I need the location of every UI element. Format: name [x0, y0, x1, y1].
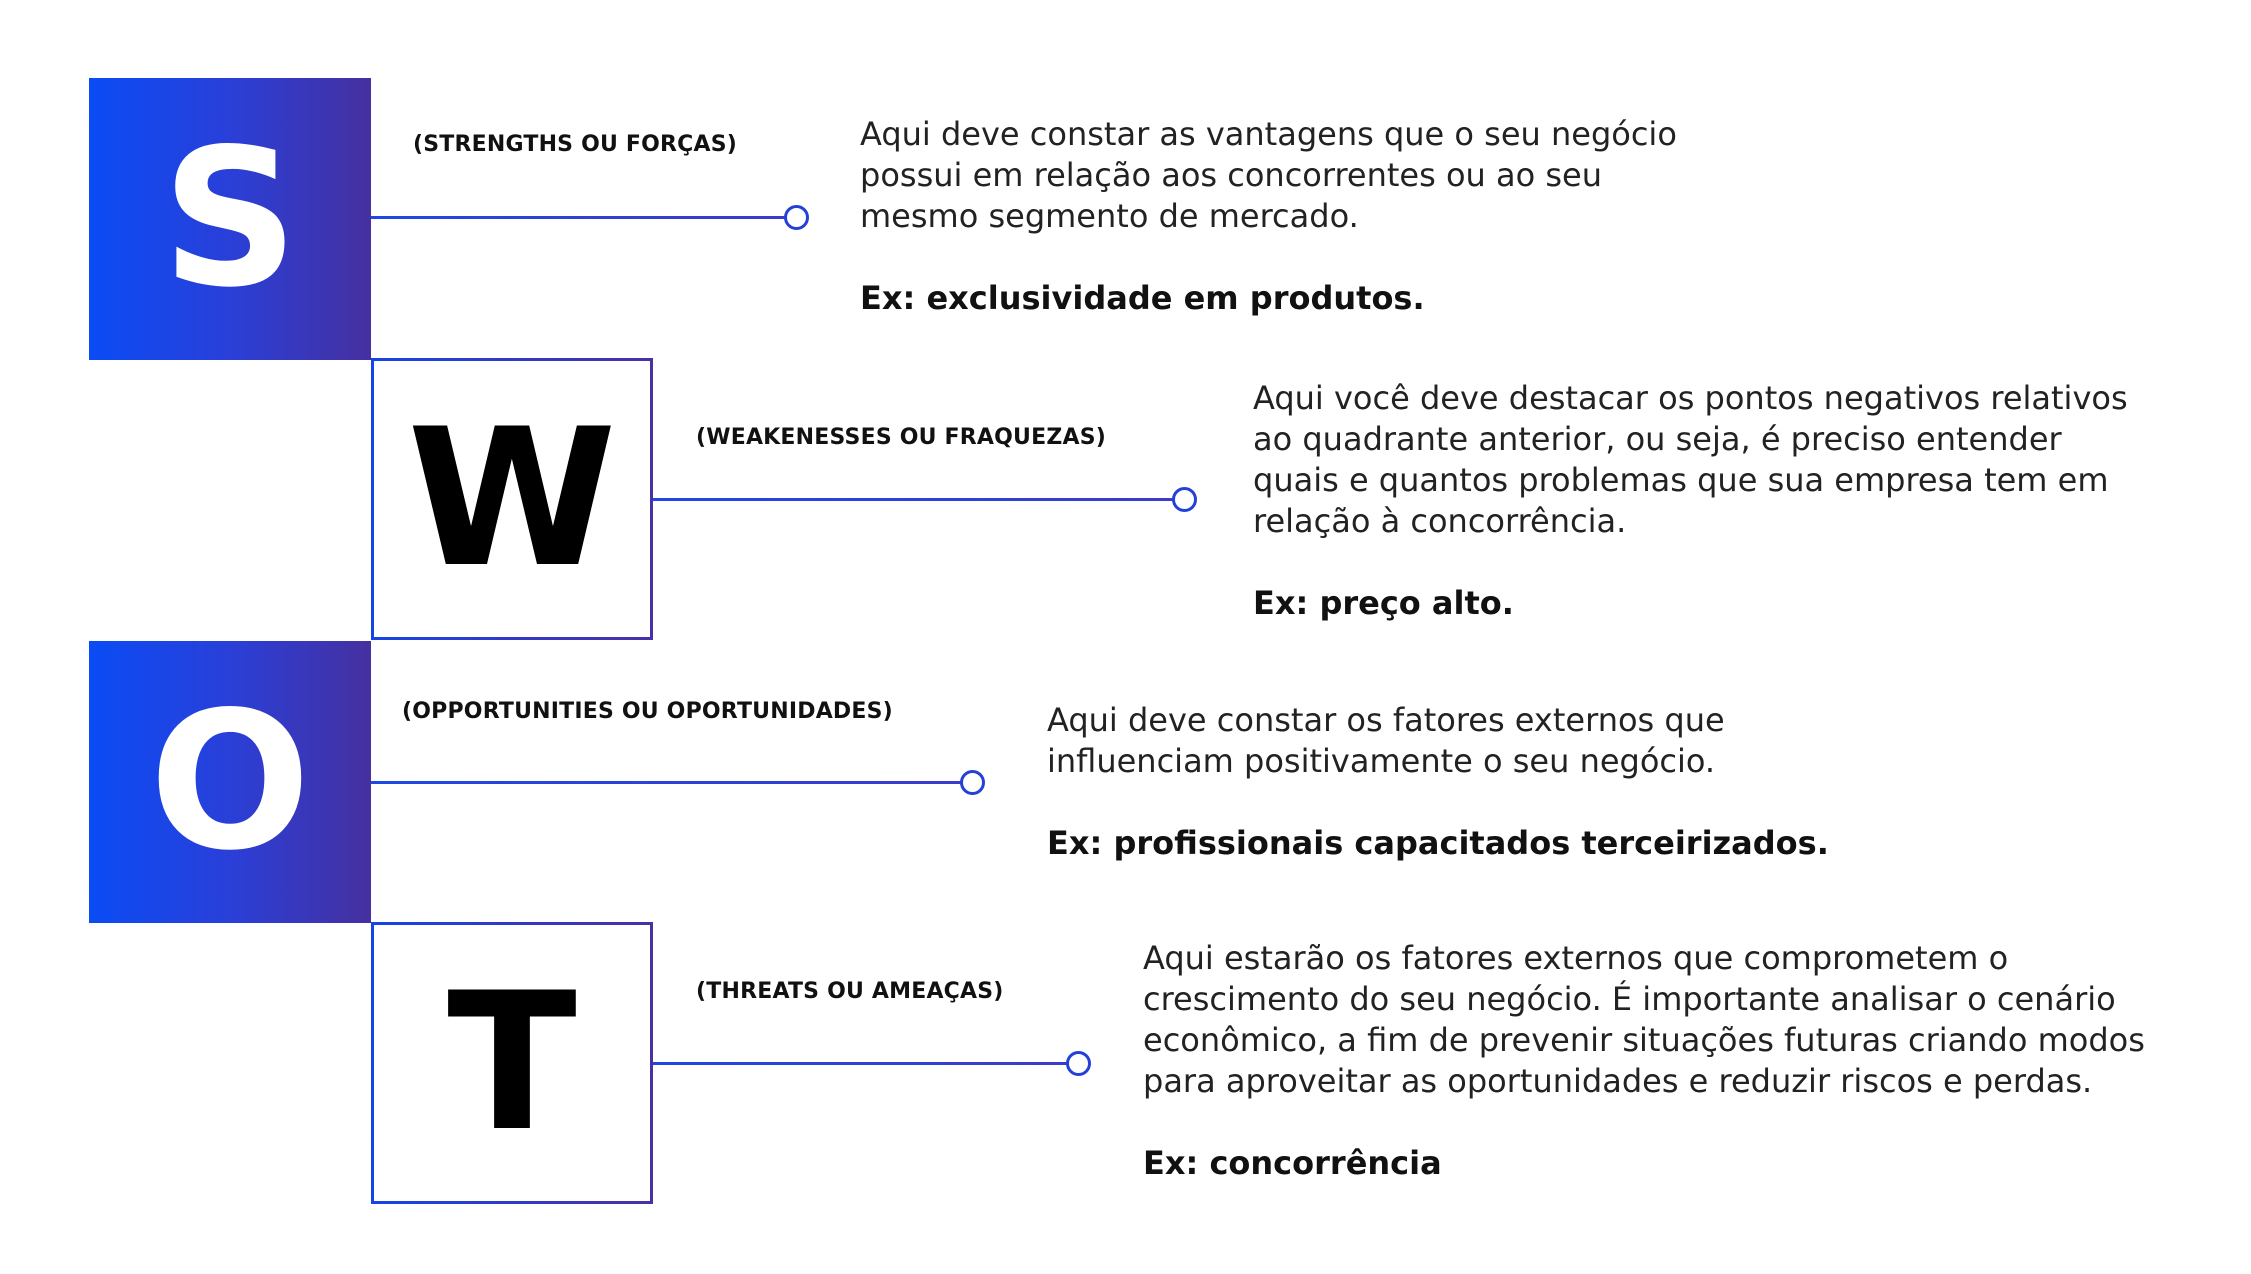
swot-letter-box-t	[371, 922, 653, 1204]
swot-label-strengths: (STRENGTHS OU FORÇAS)	[413, 132, 738, 157]
connector-dot	[1066, 1051, 1091, 1076]
swot-description-weaknesses	[1253, 378, 2133, 624]
example-text: Ex: exclusividade em produtos.	[860, 279, 1425, 317]
description-text: Aqui você deve destacar os pontos negativos relativos ao quadrante anterior, ou seja, é preciso entender quais e quantos problemas que sua empresa tem em relação à concorrência.	[1253, 379, 2128, 540]
description-text: Aqui deve constar os fatores externos que influenciam positivamente o seu negócio.	[1047, 701, 1725, 780]
swot-letter: T	[447, 952, 577, 1173]
connector-line	[371, 781, 962, 784]
swot-label-weaknesses: (WEAKENESSES OU FRAQUEZAS)	[696, 425, 1107, 450]
swot-label-threats: (THREATS OU AMEAÇAS)	[696, 979, 1004, 1004]
swot-description-opportunities	[1047, 700, 1847, 864]
example-text: Ex: profissionais capacitados terceirizados.	[1047, 824, 1829, 862]
swot-description-strengths	[860, 114, 1680, 319]
swot-letter-box-w	[371, 358, 653, 640]
connector-dot	[1172, 487, 1197, 512]
swot-letter: W	[407, 388, 617, 609]
description-text: Aqui estarão os fatores externos que comprometem o crescimento do seu negócio. É importante analisar o cenário econômico, a fim de prevenir situações futuras criando modos para aproveitar as oportunidades e reduzir riscos e perdas.	[1143, 939, 2145, 1100]
swot-label-opportunities: (OPPORTUNITIES OU OPORTUNIDADES)	[402, 699, 893, 724]
connector-line	[653, 1062, 1078, 1065]
swot-letter-box-s	[89, 78, 371, 360]
example-text: Ex: concorrência	[1143, 1144, 1442, 1182]
swot-description-threats	[1143, 938, 2213, 1184]
swot-letter-box-o	[89, 641, 371, 923]
example-text: Ex: preço alto.	[1253, 584, 1514, 622]
connector-line	[371, 216, 787, 219]
connector-dot	[784, 205, 809, 230]
connector-line	[653, 498, 1173, 501]
connector-dot	[960, 770, 985, 795]
swot-letter: S	[161, 108, 299, 329]
description-text: Aqui deve constar as vantagens que o seu negócio possui em relação aos concorrentes ou ao seu mesmo segmento de mercado.	[860, 115, 1677, 235]
swot-letter: O	[149, 671, 311, 892]
